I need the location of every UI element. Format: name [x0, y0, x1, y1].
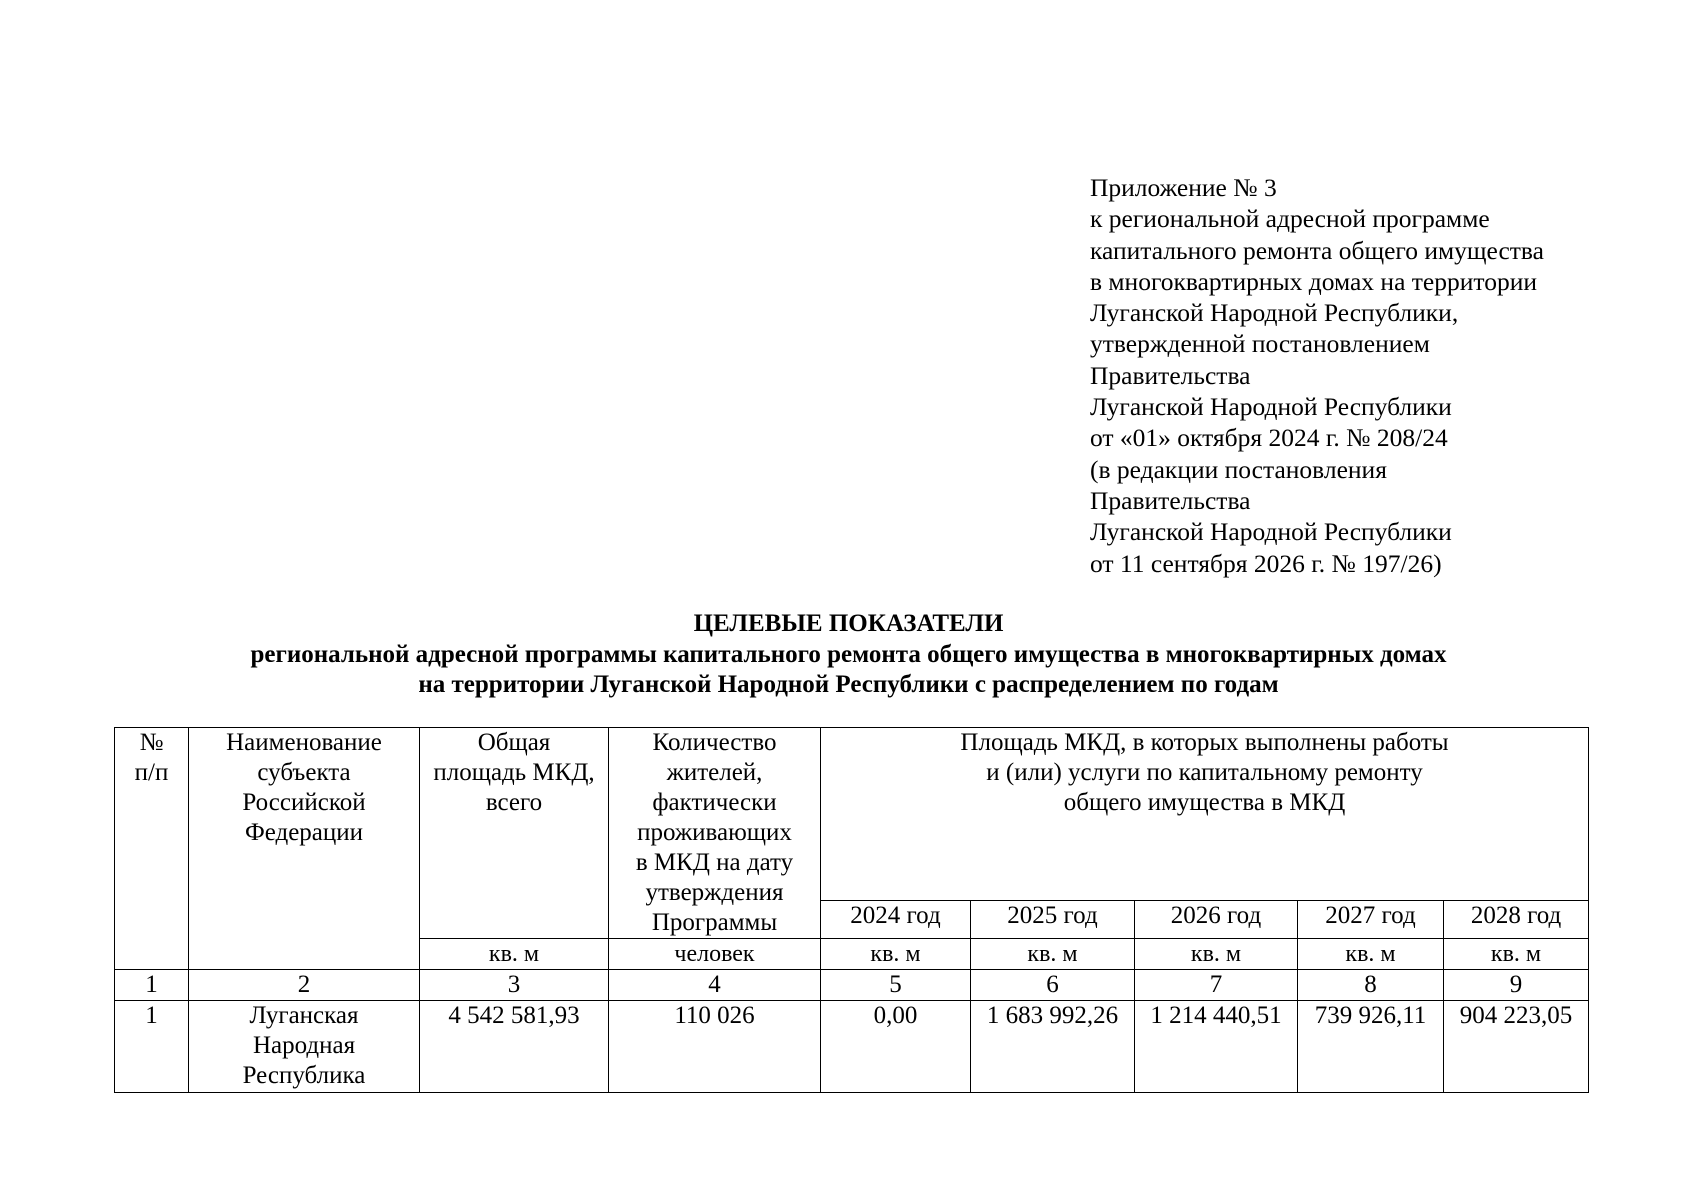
title-line-2: региональной адресной программы капитального ремонта общего имущества в многоквартирных домах [250, 640, 1447, 668]
cell-line: площадь МКД, [433, 759, 595, 786]
row-no: 1 [115, 1001, 189, 1093]
appendix-line: Луганской Народной Республики [1090, 392, 1452, 422]
unit-year-2024: кв. м [821, 939, 971, 970]
row-area-2028: 904 223,05 [1444, 1001, 1589, 1093]
header-subject [189, 728, 420, 970]
appendix-line: в многоквартирных домах на территории [1090, 266, 1537, 296]
row-area-2024: 0,00 [821, 1001, 971, 1093]
unit-year-2028: кв. м [1444, 939, 1589, 970]
cell-line: Программы [651, 909, 778, 936]
column-number: 8 [1298, 970, 1444, 1001]
appendix-line: Правительства [1090, 485, 1251, 515]
appendix-line: утвержденной постановлением [1090, 329, 1430, 359]
appendix-line: Луганской Народной Республики [1090, 517, 1452, 547]
column-number: 3 [420, 970, 609, 1001]
target-indicators-table [114, 727, 1589, 1093]
cell-line: Федерации [244, 819, 364, 846]
appendix-line: от 11 сентября 2026 г. № 197/26) [1090, 548, 1442, 578]
cell-line: утверждения [645, 879, 784, 906]
cell-line: проживающих [637, 819, 792, 846]
row-area-2025: 1 683 992,26 [971, 1001, 1135, 1093]
cell-line: Количество [652, 729, 777, 756]
cell-line: Наименование [226, 729, 382, 756]
header-residents [609, 728, 821, 939]
column-number: 1 [115, 970, 189, 1001]
cell-line: Общая [477, 729, 551, 756]
cell-line: п/п [134, 759, 169, 786]
unit-year-2025: кв. м [971, 939, 1135, 970]
appendix-line: к региональной адресной программе [1090, 204, 1490, 234]
unit-residents: человек [609, 939, 821, 970]
header-year-2024: 2024 год [821, 900, 971, 938]
cell-line: № [139, 729, 164, 756]
column-number: 6 [971, 970, 1135, 1001]
cell-line: Российской [242, 789, 366, 816]
header-no [115, 728, 189, 970]
unit-total-area: кв. м [420, 939, 609, 970]
appendix-line: Правительства [1090, 360, 1251, 390]
header-year-2025: 2025 год [971, 900, 1135, 938]
title-line-3: на территории Луганской Народной Республики с распределением по годам [418, 671, 1279, 698]
row-residents: 110 026 [609, 1001, 821, 1093]
row-area-2026: 1 214 440,51 [1135, 1001, 1298, 1093]
row-total-area: 4 542 581,93 [420, 1001, 609, 1093]
column-number: 5 [821, 970, 971, 1001]
appendix-line: Луганской Народной Республики, [1090, 298, 1459, 328]
header-total-area [420, 728, 609, 939]
header-year-2027: 2027 год [1298, 900, 1444, 938]
cell-line: субъекта [257, 759, 351, 786]
table-row [115, 1001, 1589, 1093]
unit-year-2026: кв. м [1135, 939, 1298, 970]
title-line-1: ЦЕЛЕВЫЕ ПОКАЗАТЕЛИ [693, 610, 1004, 637]
column-number: 4 [609, 970, 821, 1001]
unit-year-2027: кв. м [1298, 939, 1444, 970]
row-area-2027: 739 926,11 [1298, 1001, 1444, 1093]
cell-line: в МКД на дату [635, 849, 794, 876]
header-year-2026: 2026 год [1135, 900, 1298, 938]
appendix-block [1090, 172, 1650, 579]
appendix-line: от «01» октября 2024 г. № 208/24 [1090, 423, 1448, 453]
column-number: 2 [189, 970, 420, 1001]
header-area-group [821, 728, 1589, 901]
cell-line: Площадь МКД, в которых выполнены работы [960, 729, 1449, 756]
row-subject [189, 1001, 420, 1093]
column-number: 9 [1444, 970, 1589, 1001]
cell-line: Луганская [249, 1002, 359, 1029]
appendix-line: (в редакции постановления [1090, 454, 1387, 484]
document-title [0, 609, 1697, 701]
cell-line: общего имущества в МКД [1063, 789, 1346, 816]
cell-line: всего [485, 789, 543, 816]
appendix-line: капитального ремонта общего имущества [1090, 235, 1544, 265]
cell-line: жителей, [666, 759, 763, 786]
cell-line: Республика [242, 1062, 366, 1089]
cell-line: и (или) услуги по капитальному ремонту [986, 759, 1423, 786]
column-number: 7 [1135, 970, 1298, 1001]
appendix-line: Приложение № 3 [1090, 173, 1277, 202]
header-year-2028: 2028 год [1444, 900, 1589, 938]
cell-line: Народная [252, 1032, 356, 1059]
cell-line: фактически [652, 789, 777, 816]
